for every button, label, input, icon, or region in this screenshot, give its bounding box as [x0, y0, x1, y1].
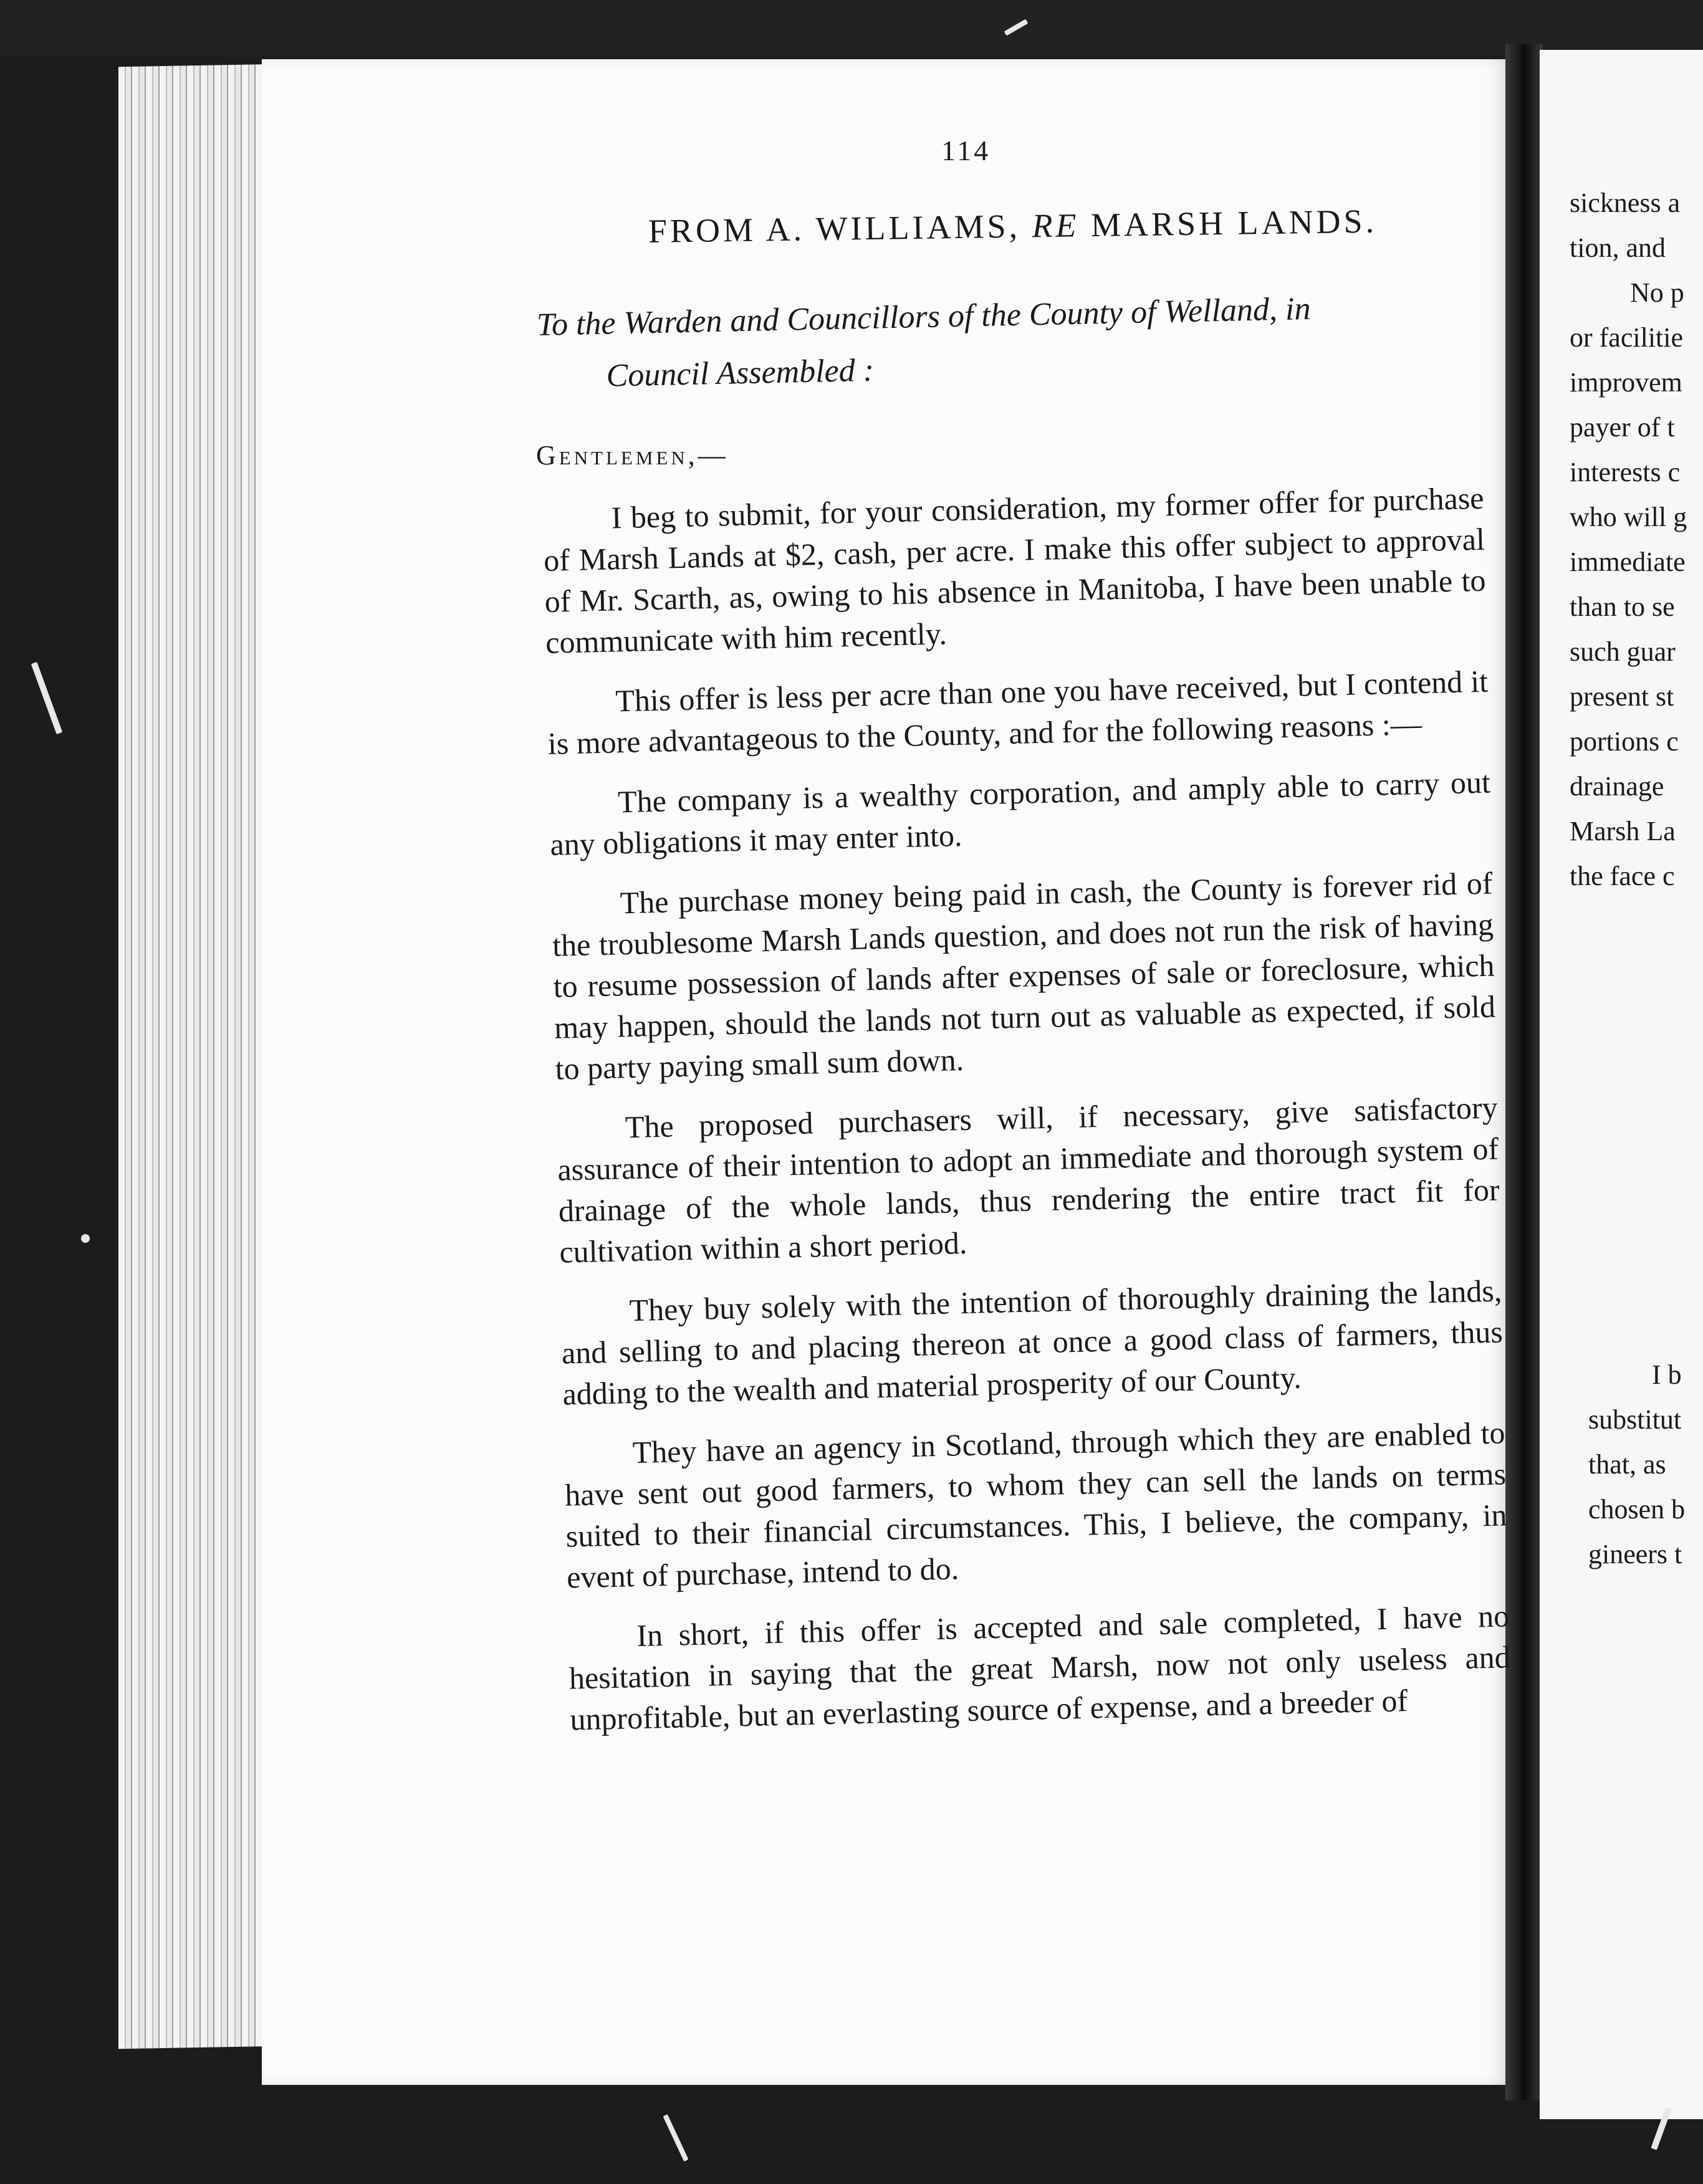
paragraph: The proposed purchasers will, if necessary, give satisfactory assurance of their intention to adopt an immediate and thorough system of drainage of the whole lands, thus rendering the entire tract fit for cultivation within a short period.: [557, 1090, 1500, 1270]
right-page-fragment: [1540, 50, 1703, 2119]
right-line: sickness a: [1570, 188, 1681, 218]
right-line: improvem: [1570, 367, 1682, 398]
paragraph: I beg to submit, for your consideration, my former offer for purchase of Marsh Lands at $2, cash, per acre. I make this offer subject to approval of Mr. Scarth, as, owing to his absence in Manitoba, I have been unable to communicate with him recently.: [543, 480, 1486, 660]
right-line: I b: [1652, 1359, 1682, 1390]
right-line: that, as: [1588, 1449, 1666, 1480]
letter-body: [542, 477, 1512, 1759]
right-line: substitut: [1588, 1404, 1682, 1435]
right-line: the face c: [1570, 861, 1675, 891]
right-line: such guar: [1570, 636, 1676, 667]
paragraph: This offer is less per acre than one you have received, but I contend it is more advantageous to the County, and for the following reasons :—: [547, 663, 1489, 761]
right-page-bottom-text: [1540, 1353, 1703, 1577]
right-line: immediate: [1570, 547, 1686, 577]
right-line: Marsh La: [1570, 816, 1676, 846]
right-page-top-text: [1540, 181, 1703, 899]
right-line: gineers t: [1588, 1539, 1682, 1569]
heading-re: RE: [1032, 206, 1080, 245]
right-line: No p: [1630, 277, 1684, 308]
heading-prefix: FROM A. WILLIAMS,: [648, 207, 1032, 250]
address-line-1: To the Warden and Councillors of the County of Welland, in: [536, 290, 1311, 343]
paragraph: In short, if this offer is accepted and sale completed, I have no hesitation in saying that the great Marsh, now not only useless and unprofitable, but an everlasting source of expense, and a breeder of: [568, 1598, 1511, 1737]
page-number: 114: [941, 135, 991, 166]
right-line: who will g: [1570, 502, 1687, 532]
right-line: chosen b: [1588, 1494, 1686, 1525]
right-line: than to se: [1570, 592, 1675, 622]
scan-fleck: [663, 2114, 688, 2162]
stacked-page-edges: [118, 64, 281, 2049]
scan-fleck: [81, 1234, 90, 1243]
right-line: payer of t: [1570, 412, 1675, 443]
paragraph: The company is a wealthy corporation, and amply able to carry out any obligations it may enter into.: [549, 764, 1491, 862]
heading-suffix: MARSH LANDS.: [1079, 202, 1378, 244]
address-line-2: Council Assembled :: [606, 352, 875, 394]
scan-border: [0, 0, 1703, 56]
right-line: present st: [1570, 681, 1674, 712]
right-line: or facilitie: [1570, 322, 1684, 353]
letter-address: [536, 279, 1485, 404]
right-line: portions c: [1570, 726, 1679, 757]
book-gutter: [1505, 44, 1543, 2100]
paragraph: The purchase money being paid in cash, the County is forever rid of the troublesome Marsh Lands question, and does not run the risk of having to resume possession of lands after expenses of sale or foreclosure, which may happen, should the lands not turn out as valuable as expected, if sold to party paying small sum down.: [552, 865, 1496, 1086]
paragraph: They have an agency in Scotland, through which they are enabled to have sent out good farmers, to whom they can sell the lands on terms suited to their financial circumstances. This, I believe, the company, in event of purchase, intend to do.: [564, 1415, 1508, 1595]
scan-fleck: [31, 662, 62, 734]
right-line: drainage: [1570, 771, 1664, 802]
salutation: Gentlemen,—: [536, 440, 729, 471]
right-line: tion, and: [1570, 232, 1666, 263]
paragraph: They buy solely with the intention of thoroughly draining the lands, and selling to and placing thereon at once a good class of farmers, thus adding to the wealth and material prosperity of our County.: [561, 1273, 1504, 1412]
right-line: interests c: [1570, 457, 1681, 487]
